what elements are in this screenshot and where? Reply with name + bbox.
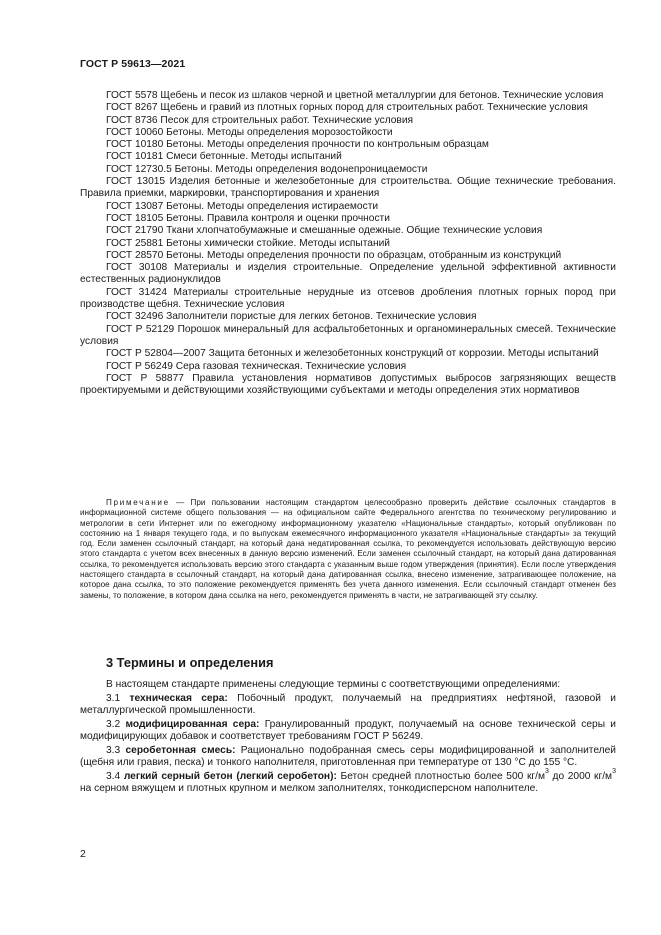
- reference-item: ГОСТ Р 52804—2007 Защита бетонных и железобетонных конструкций от коррозии. Методы испытаний: [106, 348, 599, 360]
- term-number: 3.2: [106, 718, 121, 730]
- reference-item: ГОСТ 31424 Материалы строительные нерудные из отсевов дробления плотных горных пород при производстве щебня. Технические условия: [80, 286, 616, 311]
- page-number: 2: [80, 848, 86, 860]
- term-definition: Бетон средней плотностью более 500 кг/м: [336, 770, 545, 782]
- term-definition: Побочный продукт, получаемый на предприятиях нефтяной, газовой и металлургической промышленности.: [80, 692, 616, 716]
- reference-item: ГОСТ 5578 Щебень и песок из шлаков черной и цветной металлургии для бетонов. Технические условия: [106, 90, 604, 101]
- term-definition: Рационально подобранная смесь серы модифицированной и заполнителей (щебня или гравия, песка) и тонкого наполнителя, приготовленная при температуре от 130 °С до 155 °С.: [80, 744, 616, 768]
- term-name: техническая сера:: [129, 692, 228, 704]
- reference-item: ГОСТ 13087 Бетоны. Методы определения истираемости: [106, 200, 379, 212]
- reference-item: ГОСТ 32496 Заполнители пористые для легких бетонов. Технические условия: [106, 311, 477, 323]
- term-name: легкий серный бетон (легкий серобетон):: [123, 770, 337, 782]
- term-entry: [80, 745, 616, 770]
- reference-item: ГОСТ 12730.5 Бетоны. Методы определения водонепроницаемости: [106, 163, 428, 175]
- term-entry: [80, 768, 616, 796]
- superscript: 3: [612, 768, 616, 776]
- reference-item: ГОСТ Р 56249 Сера газовая техническая. Технические условия: [106, 360, 407, 372]
- term-entry: [80, 719, 616, 744]
- note-block: [80, 498, 616, 601]
- reference-item: ГОСТ 21790 Ткани хлопчатобумажные и смешанные одежные. Общие технические условия: [106, 225, 543, 237]
- terms-intro: В настоящем стандарте применены следующие термины с соответствующими определениями:: [106, 679, 561, 690]
- note-text: — При пользовании настоящим стандартом целесообразно проверить действие ссылочных стандартов в информационной системе общего пользования — на официальном сайте Федерального агентства по техническому регулированию и метрологии в сети Интернет или по ежегодному информационному указателю «Национальные стандарты», который опубликован по состоянию на 1 января текущего года, и по выпускам ежемесячного информационного указателя «Национальные стандарты» за текущий год. Если заменен ссылочный стандарт, на который дана недатированная ссылка, то рекомендуется использовать действующую версию этого стандарта с учетом всех внесенных в данную версию изменений. Если заменен ссылочный стандарт, на который дана датированная ссылка, то рекомендуется использовать версию этого стандарта с указанным выше годом утверждения (принятия). Если после утверждения настоящего стандарта в ссылочный стандарт, на который дана датированная ссылка, внесено изменение, затрагивающее положение, на которое дана ссылка, то это положение рекомендуется применять без учета данного изменения. Если ссылочный стандарт отменен без замены, то положение, в котором дана ссылка на него, рекомендуется применять в части, не затрагивающей эту ссылку.: [80, 498, 616, 600]
- section-heading: 3 Термины и определения: [106, 655, 274, 670]
- reference-item: ГОСТ 30108 Материалы и изделия строительные. Определение удельной эффективной активности естественных радионуклидов: [80, 262, 616, 286]
- reference-item: ГОСТ 10181 Смеси бетонные. Методы испытаний: [106, 151, 342, 163]
- reference-item: ГОСТ 8736 Песок для строительных работ. Технические условия: [106, 114, 414, 126]
- term-number: 3.3: [106, 744, 121, 756]
- reference-item: ГОСТ 28570 Бетоны. Методы определения прочности по образцам, отобранным из конструкций: [106, 249, 562, 261]
- term-definition: до 2000 кг/м: [548, 770, 613, 782]
- term-number: 3.4: [106, 770, 121, 782]
- document-header: ГОСТ Р 59613—2021: [80, 58, 186, 70]
- superscript: 3: [544, 768, 549, 776]
- term-number: 3.1: [106, 692, 121, 704]
- reference-item: ГОСТ 8267 Щебень и гравий из плотных горных пород для строительных работ. Технические условия: [106, 102, 588, 114]
- reference-item: ГОСТ 10180 Бетоны. Методы определения прочности по контрольным образцам: [106, 139, 489, 151]
- reference-item: ГОСТ Р 52129 Порошок минеральный для асфальтобетонных и органоминеральных смесей. Технические условия: [80, 323, 616, 347]
- normative-references-list: [80, 90, 616, 397]
- note-label: Примечание: [106, 498, 170, 507]
- terms-section: [80, 679, 616, 796]
- reference-item: ГОСТ Р 58877 Правила установления нормативов допустимых выбросов загрязняющих веществ проектируемыми и действующими хозяйствующими субъектами и методы определения этих нормативов: [80, 372, 616, 397]
- term-name: модифицированная сера:: [125, 718, 260, 730]
- reference-item: ГОСТ 18105 Бетоны. Правила контроля и оценки прочности: [106, 212, 390, 224]
- reference-item: ГОСТ 10060 Бетоны. Методы определения морозостойкости: [106, 126, 393, 138]
- term-definition: на серном вяжущем и плотных крупном и мелком заполнителях, тонкодисперсном наполнителе.: [80, 783, 539, 794]
- note-paragraph: [80, 498, 616, 601]
- term-name: серобетонная смесь:: [125, 744, 236, 756]
- reference-item: ГОСТ 25881 Бетоны химически стойкие. Методы испытаний: [106, 237, 390, 249]
- term-entry: [80, 693, 616, 718]
- reference-item: ГОСТ 13015 Изделия бетонные и железобетонные для строительства. Общие технические требования. Правила приемки, маркировки, транспортирования и хранения: [80, 176, 616, 200]
- term-definition: Гранулированный продукт, получаемый на основе технической серы и модифицирующих добавок и соответствует требованиям ГОСТ Р 56249.: [80, 718, 616, 742]
